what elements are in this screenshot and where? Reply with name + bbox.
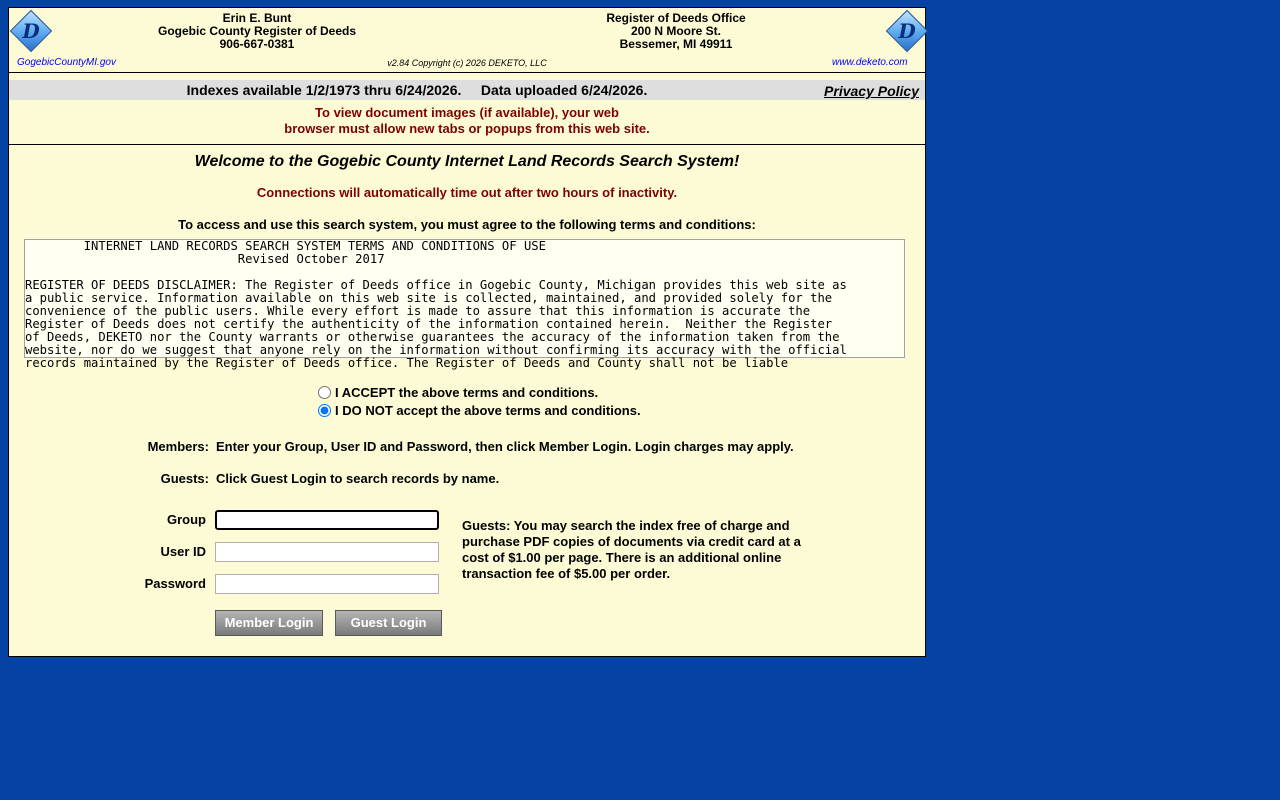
welcome-heading: Welcome to the Gogebic County Internet Land Records Search System! (194, 153, 740, 170)
userid-label: User ID (160, 544, 206, 559)
member-login-button[interactable]: Member Login (215, 610, 323, 636)
group-label: Group (167, 512, 206, 527)
terms-intro: To access and use this search system, you must agree to the following terms and conditions: (178, 217, 756, 232)
office-address (536, 12, 816, 51)
accept-option[interactable] (317, 384, 925, 402)
guest-pricing-note: Guests: You may search the index free of charge and purchase PDF copies of documents via credit card at a cost of $1.00 per page. There is an additional online transaction fee of $5.00 per order. (462, 518, 801, 581)
guest-login-button[interactable]: Guest Login (335, 610, 442, 636)
deketo-logo-icon: D (10, 10, 52, 52)
accept-radio[interactable] (318, 386, 331, 399)
county-website-link[interactable]: GogebicCountyMI.gov (17, 57, 116, 68)
deketo-website-link[interactable]: www.deketo.com (832, 57, 908, 68)
decline-label: I DO NOT accept the above terms and conditions. (335, 403, 641, 418)
timeout-notice: Connections will automatically time out after two hours of inactivity. (256, 185, 678, 200)
userid-input[interactable] (215, 542, 439, 562)
popup-notice-line2: browser must allow new tabs or popups from this web site. (284, 121, 650, 136)
guests-instructions: Click Guest Login to search records by name. (216, 471, 500, 486)
office-city: Bessemer, MI 49911 (619, 37, 733, 51)
register-name: Erin E. Bunt (222, 11, 292, 25)
index-dates (9, 82, 825, 98)
office-name: Register of Deeds Office (606, 11, 746, 25)
copyright: v2.84 Copyright (c) 2026 DEKETO, LLC (387, 58, 547, 68)
agreement-options (317, 384, 925, 420)
data-uploaded: Data uploaded 6/24/2026. (480, 82, 648, 98)
register-title: Gogebic County Register of Deeds (157, 24, 357, 38)
accept-label: I ACCEPT the above terms and conditions. (335, 385, 599, 400)
main-panel (8, 7, 926, 657)
register-phone: 906-667-0381 (219, 37, 295, 51)
password-label: Password (144, 576, 206, 591)
terms-textarea[interactable]: INTERNET LAND RECORDS SEARCH SYSTEM TERMS AND CONDITIONS OF USE Revised October 2017 REGISTER OF DEEDS DISCLAIMER: The Register of Deeds office in Gogebic County, Michigan provides this web site as a public service. Information available on this web site is collected, maintained, and provided solely for the convenience of the public users. While every effort is made to assure that this information is accurate the Register of Deeds does not certify the authenticity of the information contained herein. Neither the Register of Deeds, DEKETO nor the County warrants or otherwise guarantees the accuracy of the information taken from the website, nor do we suggest that anyone rely on the information without confirming its accuracy with the official records maintained by the Register of Deeds office. The Register of Deeds and County shall not be liable (24, 239, 905, 358)
header (9, 8, 925, 73)
group-input[interactable] (215, 510, 439, 530)
popup-notice (9, 100, 925, 145)
office-street: 200 N Moore St. (630, 24, 722, 38)
privacy-policy-link[interactable]: Privacy Policy (824, 83, 919, 99)
decline-radio[interactable] (318, 404, 331, 417)
guests-label: Guests: (160, 471, 209, 486)
indexes-available: Indexes available 1/2/1973 thru 6/24/2026. (186, 82, 462, 98)
info-bar (9, 80, 925, 100)
decline-option[interactable] (317, 402, 925, 420)
members-instructions: Enter your Group, User ID and Password, then click Member Login. Login charges may apply. (216, 439, 794, 454)
popup-notice-line1: To view document images (if available), your web (315, 105, 619, 120)
register-contact (119, 12, 395, 51)
members-label: Members: (147, 439, 209, 454)
deketo-logo-icon: D (886, 10, 928, 52)
password-input[interactable] (215, 574, 439, 594)
